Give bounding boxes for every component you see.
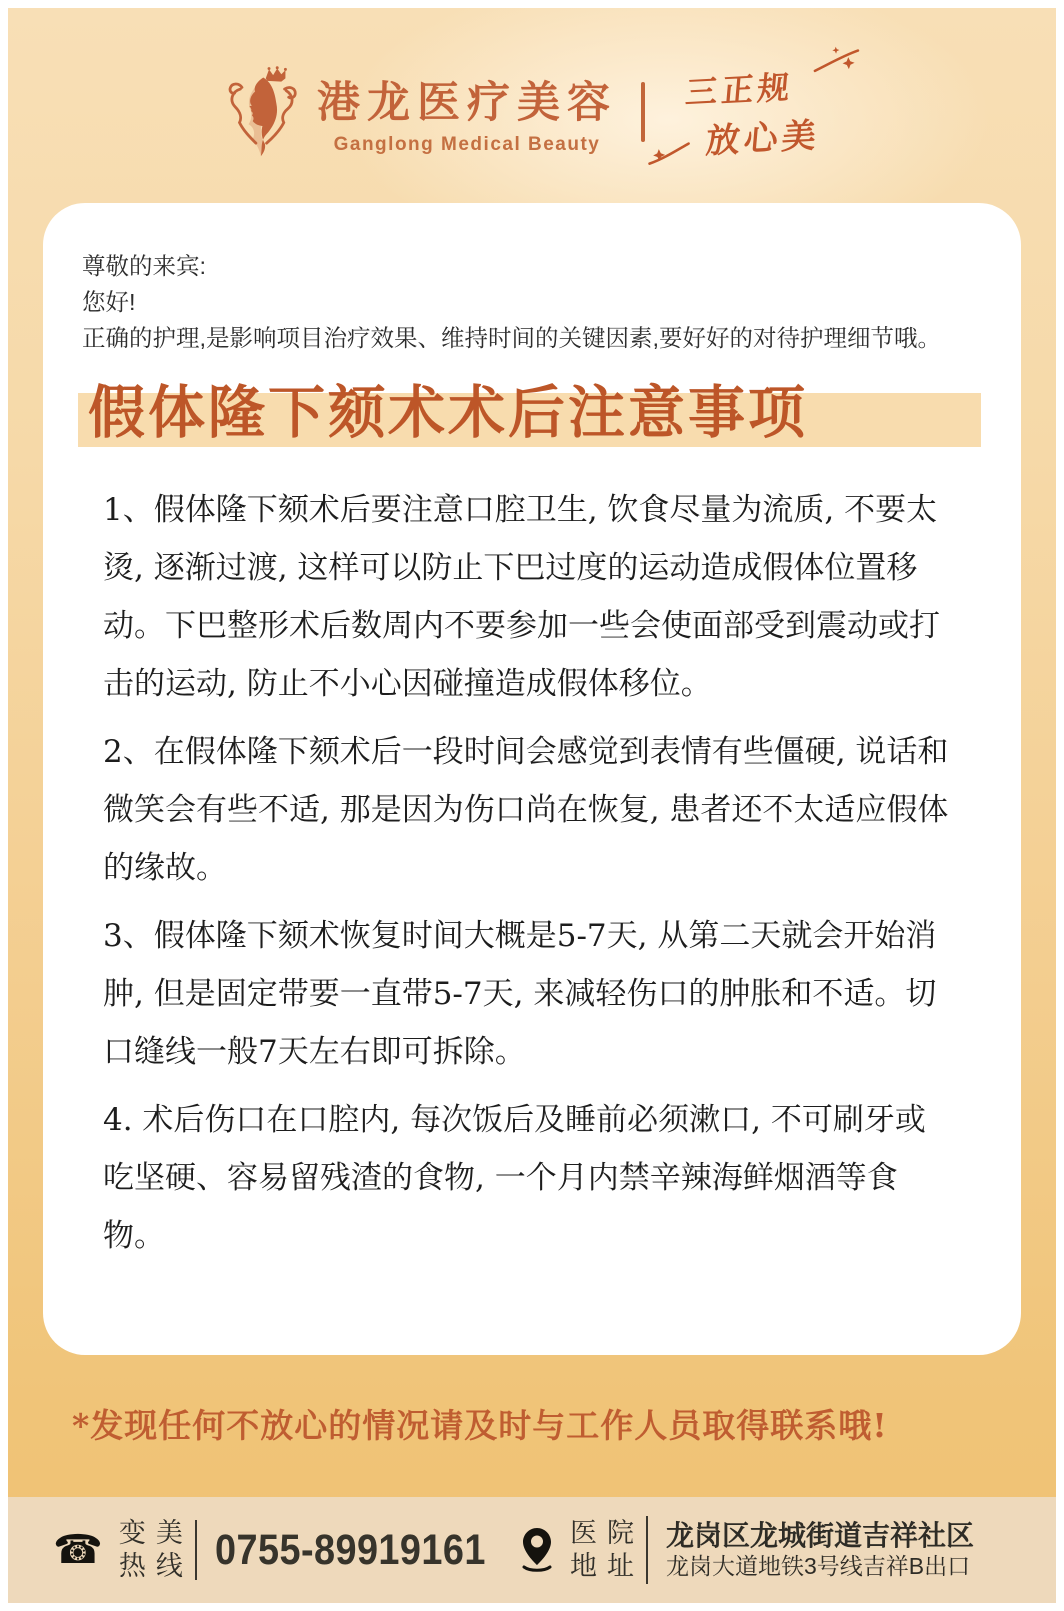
instruction-item-2: 2、在假体隆下颏术后一段时间会感觉到表情有些僵硬, 说话和微笑会有些不适, 那是因为伤口尚在恢复, 患者还不太适应假体的缘故。 — [103, 734, 949, 886]
address-line-2: 龙岗大道地铁3号线吉祥B出口 — [666, 1553, 971, 1579]
address-label-line2: 地址 — [570, 1551, 644, 1581]
address-label — [570, 1517, 644, 1583]
instruction-item-4: 4. 术后伤口在口腔内, 每次饭后及睡前必须漱口, 不可刷牙或吃坚硬、容易留残渣的食物, 一个月内禁辛辣海鲜烟酒等食物。 — [103, 1102, 926, 1254]
poster-canvas — [8, 8, 1056, 1603]
brand-text — [317, 69, 617, 156]
brand-header — [8, 60, 1056, 164]
instruction-item-3: 3、假体隆下颏术恢复时间大概是5-7天, 从第二天就会开始消肿, 但是固定带要一直带5-7天, 来减轻伤口的肿胀和不适。切口缝线一般7天左右即可拆除。 — [103, 918, 937, 1070]
content-card — [43, 203, 1021, 1355]
instructions-list — [103, 481, 956, 1275]
hotline-label-line2: 热线 — [118, 1551, 193, 1581]
brand-slogan — [664, 55, 847, 168]
address-group — [520, 1497, 974, 1603]
greeting-line: 您好! — [82, 289, 136, 315]
brand-name-en: Ganglong Medical Beauty — [333, 133, 601, 155]
instruction-item-1: 1、假体隆下颏术后要注意口腔卫生, 饮食尽量为流质, 不要太烫, 逐渐过渡, 这样可以防止下巴过度的运动造成假体位置移动。下巴整形术后数周内不要参加一些会使面部受到震动或打击的运动, 防止不小心因碰撞造成假体移位。 — [103, 492, 940, 702]
greeting-line: 正确的护理,是影响项目治疗效果、维持时间的关键因素,要好好的对待护理细节哦。 — [82, 325, 942, 351]
address-label-line1: 医院 — [570, 1518, 644, 1548]
sparkle-icon — [646, 139, 691, 167]
greeting-line: 尊敬的来宾: — [82, 253, 207, 279]
location-pin-icon — [520, 1526, 554, 1574]
hotline-phone-number: 0755-89919161 — [214, 1525, 486, 1574]
slogan-line-1: 三正规 — [684, 68, 796, 111]
footer-divider — [195, 1520, 197, 1580]
footer — [8, 1497, 1056, 1603]
telephone-icon: ☎ — [53, 1528, 103, 1572]
address-line-1: 龙岗区龙城街道吉祥社区 — [666, 1520, 975, 1551]
hotline-group — [53, 1497, 523, 1603]
warning-note: *发现任何不放心的情况请及时与工作人员取得联系哦! — [72, 1406, 888, 1445]
slogan-line-2: 放心美 — [704, 116, 822, 161]
title-banner — [78, 379, 981, 447]
woman-crown-logo-icon — [219, 65, 301, 159]
footer-divider — [646, 1516, 648, 1584]
clinic-address — [666, 1519, 974, 1581]
hotline-label — [118, 1517, 193, 1583]
page-title: 假体隆下颏术术后注意事项 — [88, 379, 808, 446]
header-divider — [641, 82, 645, 142]
greeting-block — [82, 248, 941, 356]
hotline-label-line1: 变美 — [118, 1518, 193, 1548]
brand-name: 港龙医疗美容 — [317, 78, 617, 127]
